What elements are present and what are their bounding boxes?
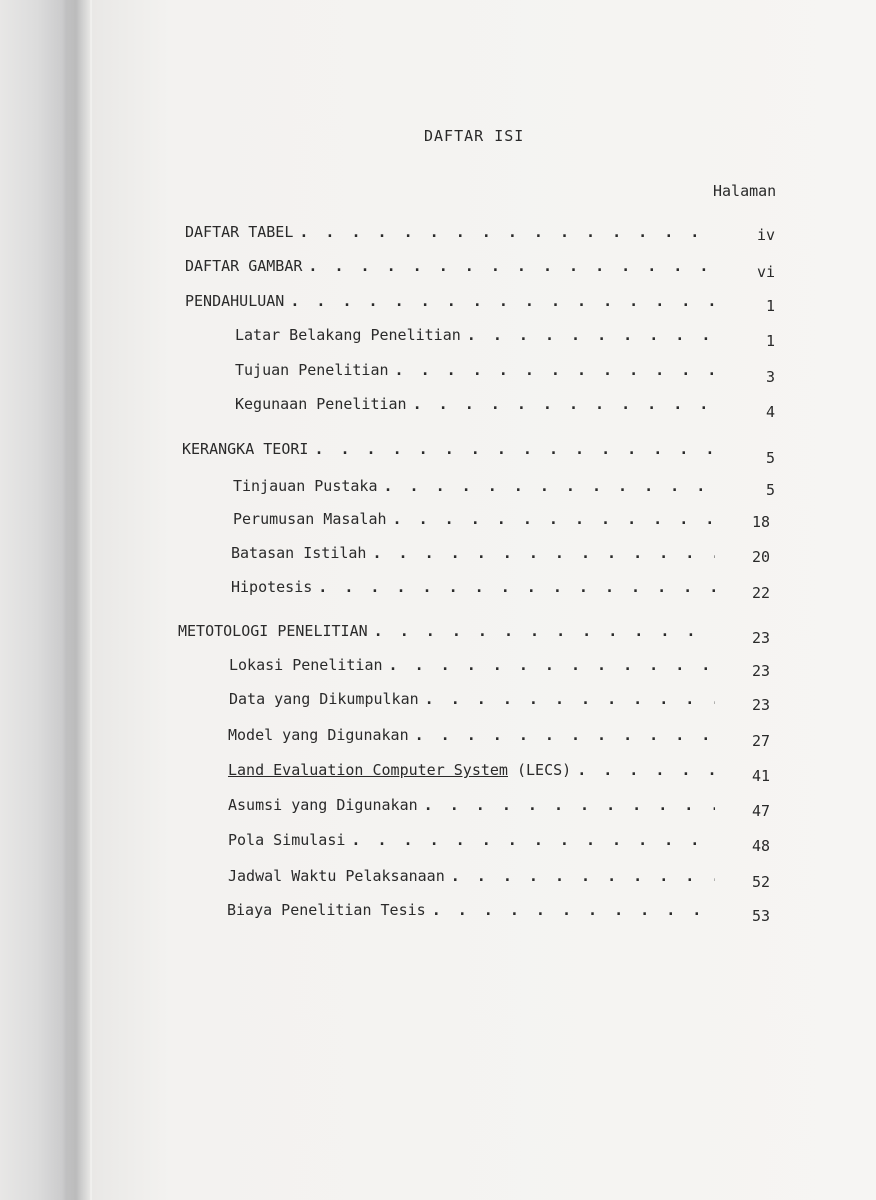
toc-entry-label: DAFTAR GAMBAR	[185, 257, 303, 275]
lecs-abbreviation: (LECS)	[517, 761, 572, 779]
dot-leader	[415, 726, 715, 744]
toc-entry-page: 23	[751, 629, 770, 647]
toc-entry[interactable]	[185, 292, 715, 316]
toc-entry-label: Kegunaan Penelitian	[235, 395, 407, 413]
toc-entry[interactable]	[228, 796, 715, 820]
toc-entry-page: iv	[756, 226, 775, 244]
toc-entry-label: METOTOLOGI PENELITIAN	[178, 622, 368, 640]
dot-leader	[372, 544, 715, 562]
toc-entry[interactable]	[185, 257, 715, 281]
toc-entry-label: Tujuan Penelitian	[235, 361, 389, 379]
dot-leader	[351, 831, 715, 849]
dot-leader	[318, 578, 715, 596]
toc-entry-label: Tinjauan Pustaka	[233, 477, 378, 495]
toc-entry-page: 1	[765, 297, 775, 315]
toc-entry-page: 3	[765, 368, 775, 386]
dot-leader	[393, 510, 715, 528]
toc-entry[interactable]	[228, 867, 715, 891]
dot-leader	[467, 326, 715, 344]
toc-entry-page: 5	[765, 481, 775, 499]
toc-entry-page: 18	[751, 513, 770, 531]
toc-entry-label: DAFTAR TABEL	[185, 223, 294, 241]
lecs-title-underlined: Land Evaluation Computer System	[228, 761, 508, 779]
toc-entry[interactable]	[233, 510, 715, 534]
toc-entry-page: 47	[751, 802, 770, 820]
dot-leader	[451, 867, 715, 885]
toc-entry-label: Model yang Digunakan	[228, 726, 409, 744]
toc-entry-label	[228, 761, 577, 779]
dot-leader	[374, 622, 715, 640]
dot-leader	[308, 257, 715, 275]
toc-entry[interactable]	[235, 361, 715, 385]
toc-entry[interactable]	[182, 440, 715, 464]
toc-entry[interactable]	[231, 578, 715, 602]
toc-entry-label: Perumusan Masalah	[233, 510, 387, 528]
toc-entry-page: 4	[765, 403, 775, 421]
toc-entry-page: 1	[765, 332, 775, 350]
toc-entry-page: 23	[751, 696, 770, 714]
toc-entry-label: Batasan Istilah	[231, 544, 367, 562]
toc-entry[interactable]	[227, 901, 715, 925]
toc-entry[interactable]	[233, 477, 715, 501]
spine-edge-shadow	[62, 0, 90, 1200]
toc-entry-label: Jadwal Waktu Pelaksanaan	[228, 867, 445, 885]
page-column-header: Halaman	[713, 182, 777, 200]
toc-entry-label: Biaya Penelitian Tesis	[227, 901, 426, 919]
toc-entry-label: Lokasi Penelitian	[229, 656, 383, 674]
toc-entry[interactable]	[185, 223, 715, 247]
toc-entry-page: 53	[751, 907, 770, 925]
toc-entry-page: 22	[751, 584, 770, 602]
toc-entry[interactable]	[229, 656, 715, 680]
toc-entry-label: Data yang Dikumpulkan	[229, 690, 419, 708]
dot-leader	[413, 395, 715, 413]
dot-leader	[425, 690, 715, 708]
toc-entry[interactable]	[228, 831, 715, 855]
toc-entry-page: 27	[751, 732, 770, 750]
dot-leader	[395, 361, 715, 379]
toc-entry-page: 5	[765, 449, 775, 467]
dot-leader	[384, 477, 716, 495]
toc-entry[interactable]	[235, 326, 715, 350]
dot-leader	[577, 761, 715, 779]
toc-entry-page: 48	[751, 837, 770, 855]
toc-entry-label: Latar Belakang Penelitian	[235, 326, 461, 344]
toc-entry[interactable]	[178, 622, 715, 646]
toc-entry[interactable]	[229, 690, 715, 714]
dot-leader	[299, 223, 715, 241]
toc-entry-label: PENDAHULUAN	[185, 292, 285, 310]
toc-entry-page: 41	[751, 767, 770, 785]
toc-entry[interactable]	[228, 761, 715, 785]
toc-entry-label: Pola Simulasi	[228, 831, 346, 849]
toc-entry-label: Asumsi yang Digunakan	[228, 796, 418, 814]
page-title: DAFTAR ISI	[424, 127, 525, 145]
dot-leader	[290, 292, 715, 310]
toc-entry[interactable]	[231, 544, 715, 568]
toc-entry-label: KERANGKA TEORI	[182, 440, 309, 458]
dot-leader	[432, 901, 715, 919]
dot-leader	[314, 440, 715, 458]
toc-entry-page: 20	[751, 548, 770, 566]
toc-entry[interactable]	[235, 395, 715, 419]
toc-entry-page: 52	[751, 873, 770, 891]
toc-entry-page: 23	[751, 662, 770, 680]
dot-leader	[424, 796, 715, 814]
toc-entry-page: vi	[756, 263, 775, 281]
toc-entry[interactable]	[228, 726, 715, 750]
dot-leader	[389, 656, 715, 674]
toc-entry-label: Hipotesis	[231, 578, 313, 596]
